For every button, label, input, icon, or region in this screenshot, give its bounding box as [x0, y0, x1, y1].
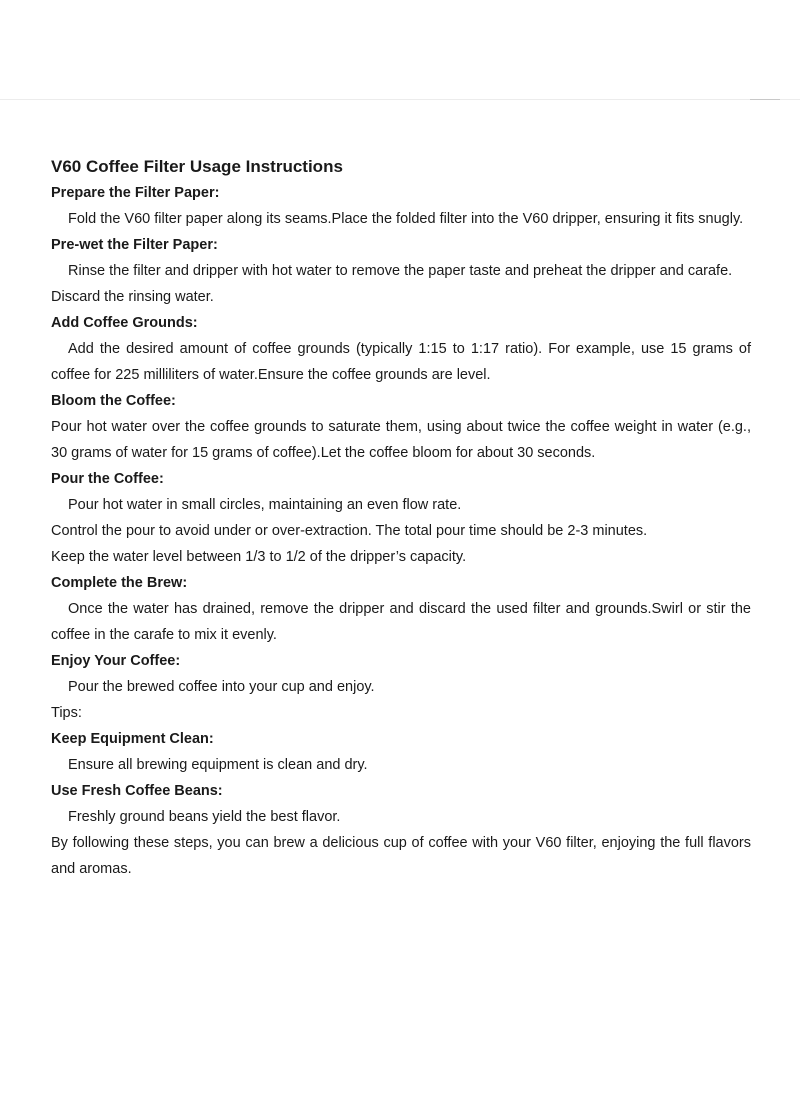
heading-pour: Pour the Coffee:	[51, 471, 164, 487]
heading-prepare-filter: Prepare the Filter Paper:	[51, 185, 220, 201]
paragraph-pour-control: Control the pour to avoid under or over-extraction. The total pour time should be 2-3 minutes.	[51, 523, 648, 539]
paragraph-add-grounds: Add the desired amount of coffee grounds (typically 1:15 to 1:17 ratio). For example, use 15 grams of coffee for 225 milliliters of water.Ensure the coffee grounds are level.	[51, 341, 751, 383]
paragraph-complete-brew: Once the water has drained, remove the dripper and discard the used filter and grounds.Swirl or stir the coffee in the carafe to mix it evenly.	[51, 601, 751, 643]
heading-complete-brew: Complete the Brew:	[51, 575, 188, 591]
heading-enjoy: Enjoy Your Coffee:	[51, 653, 181, 669]
paragraph-prepare-filter: Fold the V60 filter paper along its seams.Place the folded filter into the V60 dripper, ensuring it fits snugly.	[68, 211, 744, 227]
paragraph-enjoy: Pour the brewed coffee into your cup and enjoy.	[68, 679, 375, 695]
paragraph-pour-circles: Pour hot water in small circles, maintaining an even flow rate.	[68, 497, 462, 513]
heading-keep-clean: Keep Equipment Clean:	[51, 731, 214, 747]
tips-label: Tips:	[51, 705, 82, 721]
heading-prewet-filter: Pre-wet the Filter Paper:	[51, 237, 218, 253]
top-divider	[0, 99, 800, 100]
heading-add-grounds: Add Coffee Grounds:	[51, 315, 198, 331]
paragraph-closing: By following these steps, you can brew a delicious cup of coffee with your V60 filter, enjoying the full flavors and aromas.	[51, 835, 751, 877]
top-divider-mark	[750, 99, 780, 100]
heading-fresh-beans: Use Fresh Coffee Beans:	[51, 783, 223, 799]
heading-bloom: Bloom the Coffee:	[51, 393, 176, 409]
paragraph-prewet-rinse: Rinse the filter and dripper with hot water to remove the paper taste and preheat the dripper and carafe.	[68, 263, 733, 279]
document-title: V60 Coffee Filter Usage Instructions	[51, 157, 343, 176]
paragraph-prewet-discard: Discard the rinsing water.	[51, 289, 214, 305]
paragraph-pour-level: Keep the water level between 1/3 to 1/2 of the dripper’s capacity.	[51, 549, 467, 565]
paragraph-bloom: Pour hot water over the coffee grounds to saturate them, using about twice the coffee weight in water (e.g., 30 grams of water for 15 grams of coffee).Let the coffee bloom for about 30 seconds.	[51, 419, 751, 461]
document-body	[51, 154, 751, 882]
paragraph-keep-clean: Ensure all brewing equipment is clean and dry.	[68, 757, 368, 773]
paragraph-fresh-beans: Freshly ground beans yield the best flavor.	[68, 809, 341, 825]
